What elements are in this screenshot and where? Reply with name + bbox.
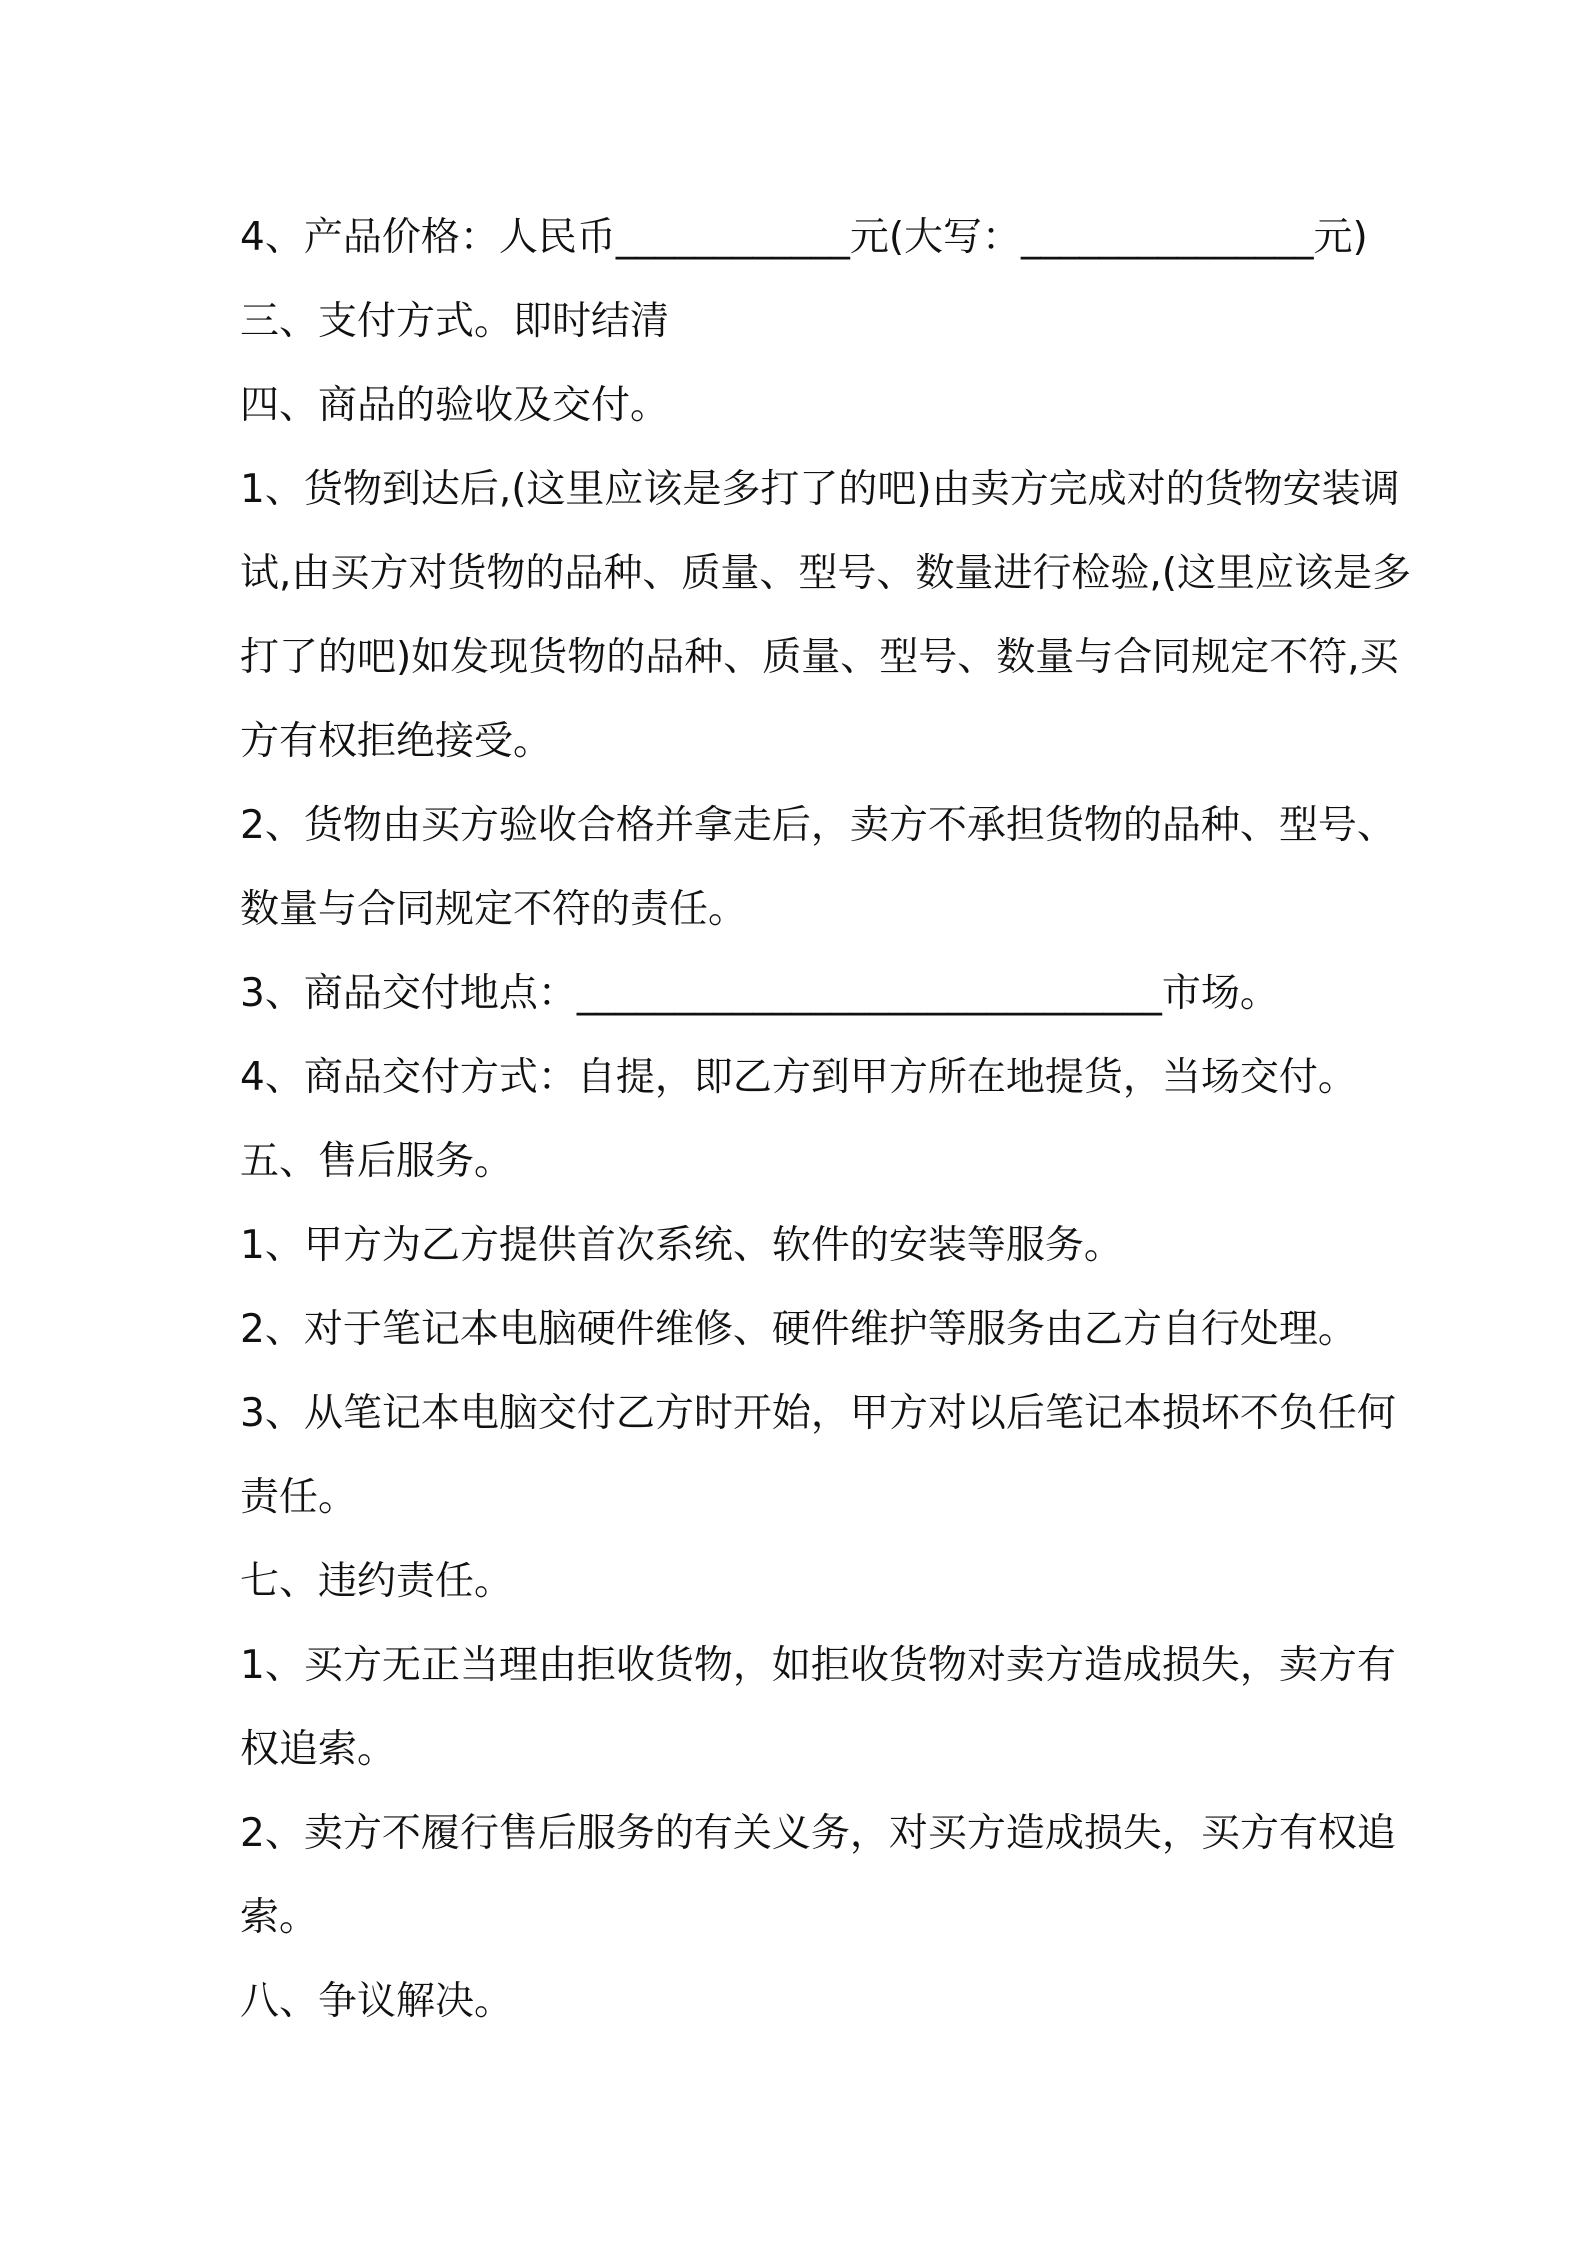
after-sales-clause-2: 2、对于笔记本电脑硬件维修、硬件维护等服务由乙方自行处理。 [240, 1307, 1357, 1352]
liability-clause-2-line-1: 2、卖方不履行售后服务的有关义务，对买方造成损失，买方有权追 [240, 1811, 1396, 1856]
section-after-sales-heading: 五、售后服务。 [240, 1139, 514, 1184]
delivery-location-clause: 3、商品交付地点：______________________________市场。 [240, 971, 1279, 1016]
after-sales-clause-1: 1、甲方为乙方提供首次系统、软件的安装等服务。 [240, 1223, 1123, 1268]
liability-clause-2-line-2: 索。 [240, 1895, 319, 1940]
after-sales-clause-3-line-2: 责任。 [240, 1475, 358, 1520]
acceptance-clause-2-line-2: 数量与合同规定不符的责任。 [240, 887, 748, 932]
acceptance-clause-1-line-3: 打了的吧)如发现货物的品种、质量、型号、数量与合同规定不符,买 [240, 635, 1399, 680]
section-liability-heading: 七、违约责任。 [240, 1559, 514, 1604]
liability-clause-1-line-2: 权追索。 [240, 1727, 397, 1772]
acceptance-clause-1-line-2: 试,由买方对货物的品种、质量、型号、数量进行检验,(这里应该是多 [240, 551, 1412, 596]
liability-clause-1-line-1: 1、买方无正当理由拒收货物，如拒收货物对卖方造成损失，卖方有 [240, 1643, 1396, 1688]
delivery-method-clause: 4、商品交付方式：自提，即乙方到甲方所在地提货，当场交付。 [240, 1055, 1357, 1100]
acceptance-clause-1-line-1: 1、货物到达后,(这里应该是多打了的吧)由卖方完成对的货物安装调 [240, 467, 1400, 512]
section-dispute-heading: 八、争议解决。 [240, 1979, 514, 2024]
document-body [240, 196, 1412, 2044]
acceptance-clause-1-line-4: 方有权拒绝接受。 [240, 719, 553, 764]
after-sales-clause-3-line-1: 3、从笔记本电脑交付乙方时开始，甲方对以后笔记本损坏不负任何 [240, 1391, 1396, 1436]
section-payment-heading: 三、支付方式。即时结清 [240, 299, 670, 344]
price-clause: 4、产品价格：人民币____________元(大写：_______________元) [240, 215, 1368, 260]
section-acceptance-heading: 四、商品的验收及交付。 [240, 383, 670, 428]
acceptance-clause-2-line-1: 2、货物由买方验收合格并拿走后，卖方不承担货物的品种、型号、 [240, 803, 1396, 848]
